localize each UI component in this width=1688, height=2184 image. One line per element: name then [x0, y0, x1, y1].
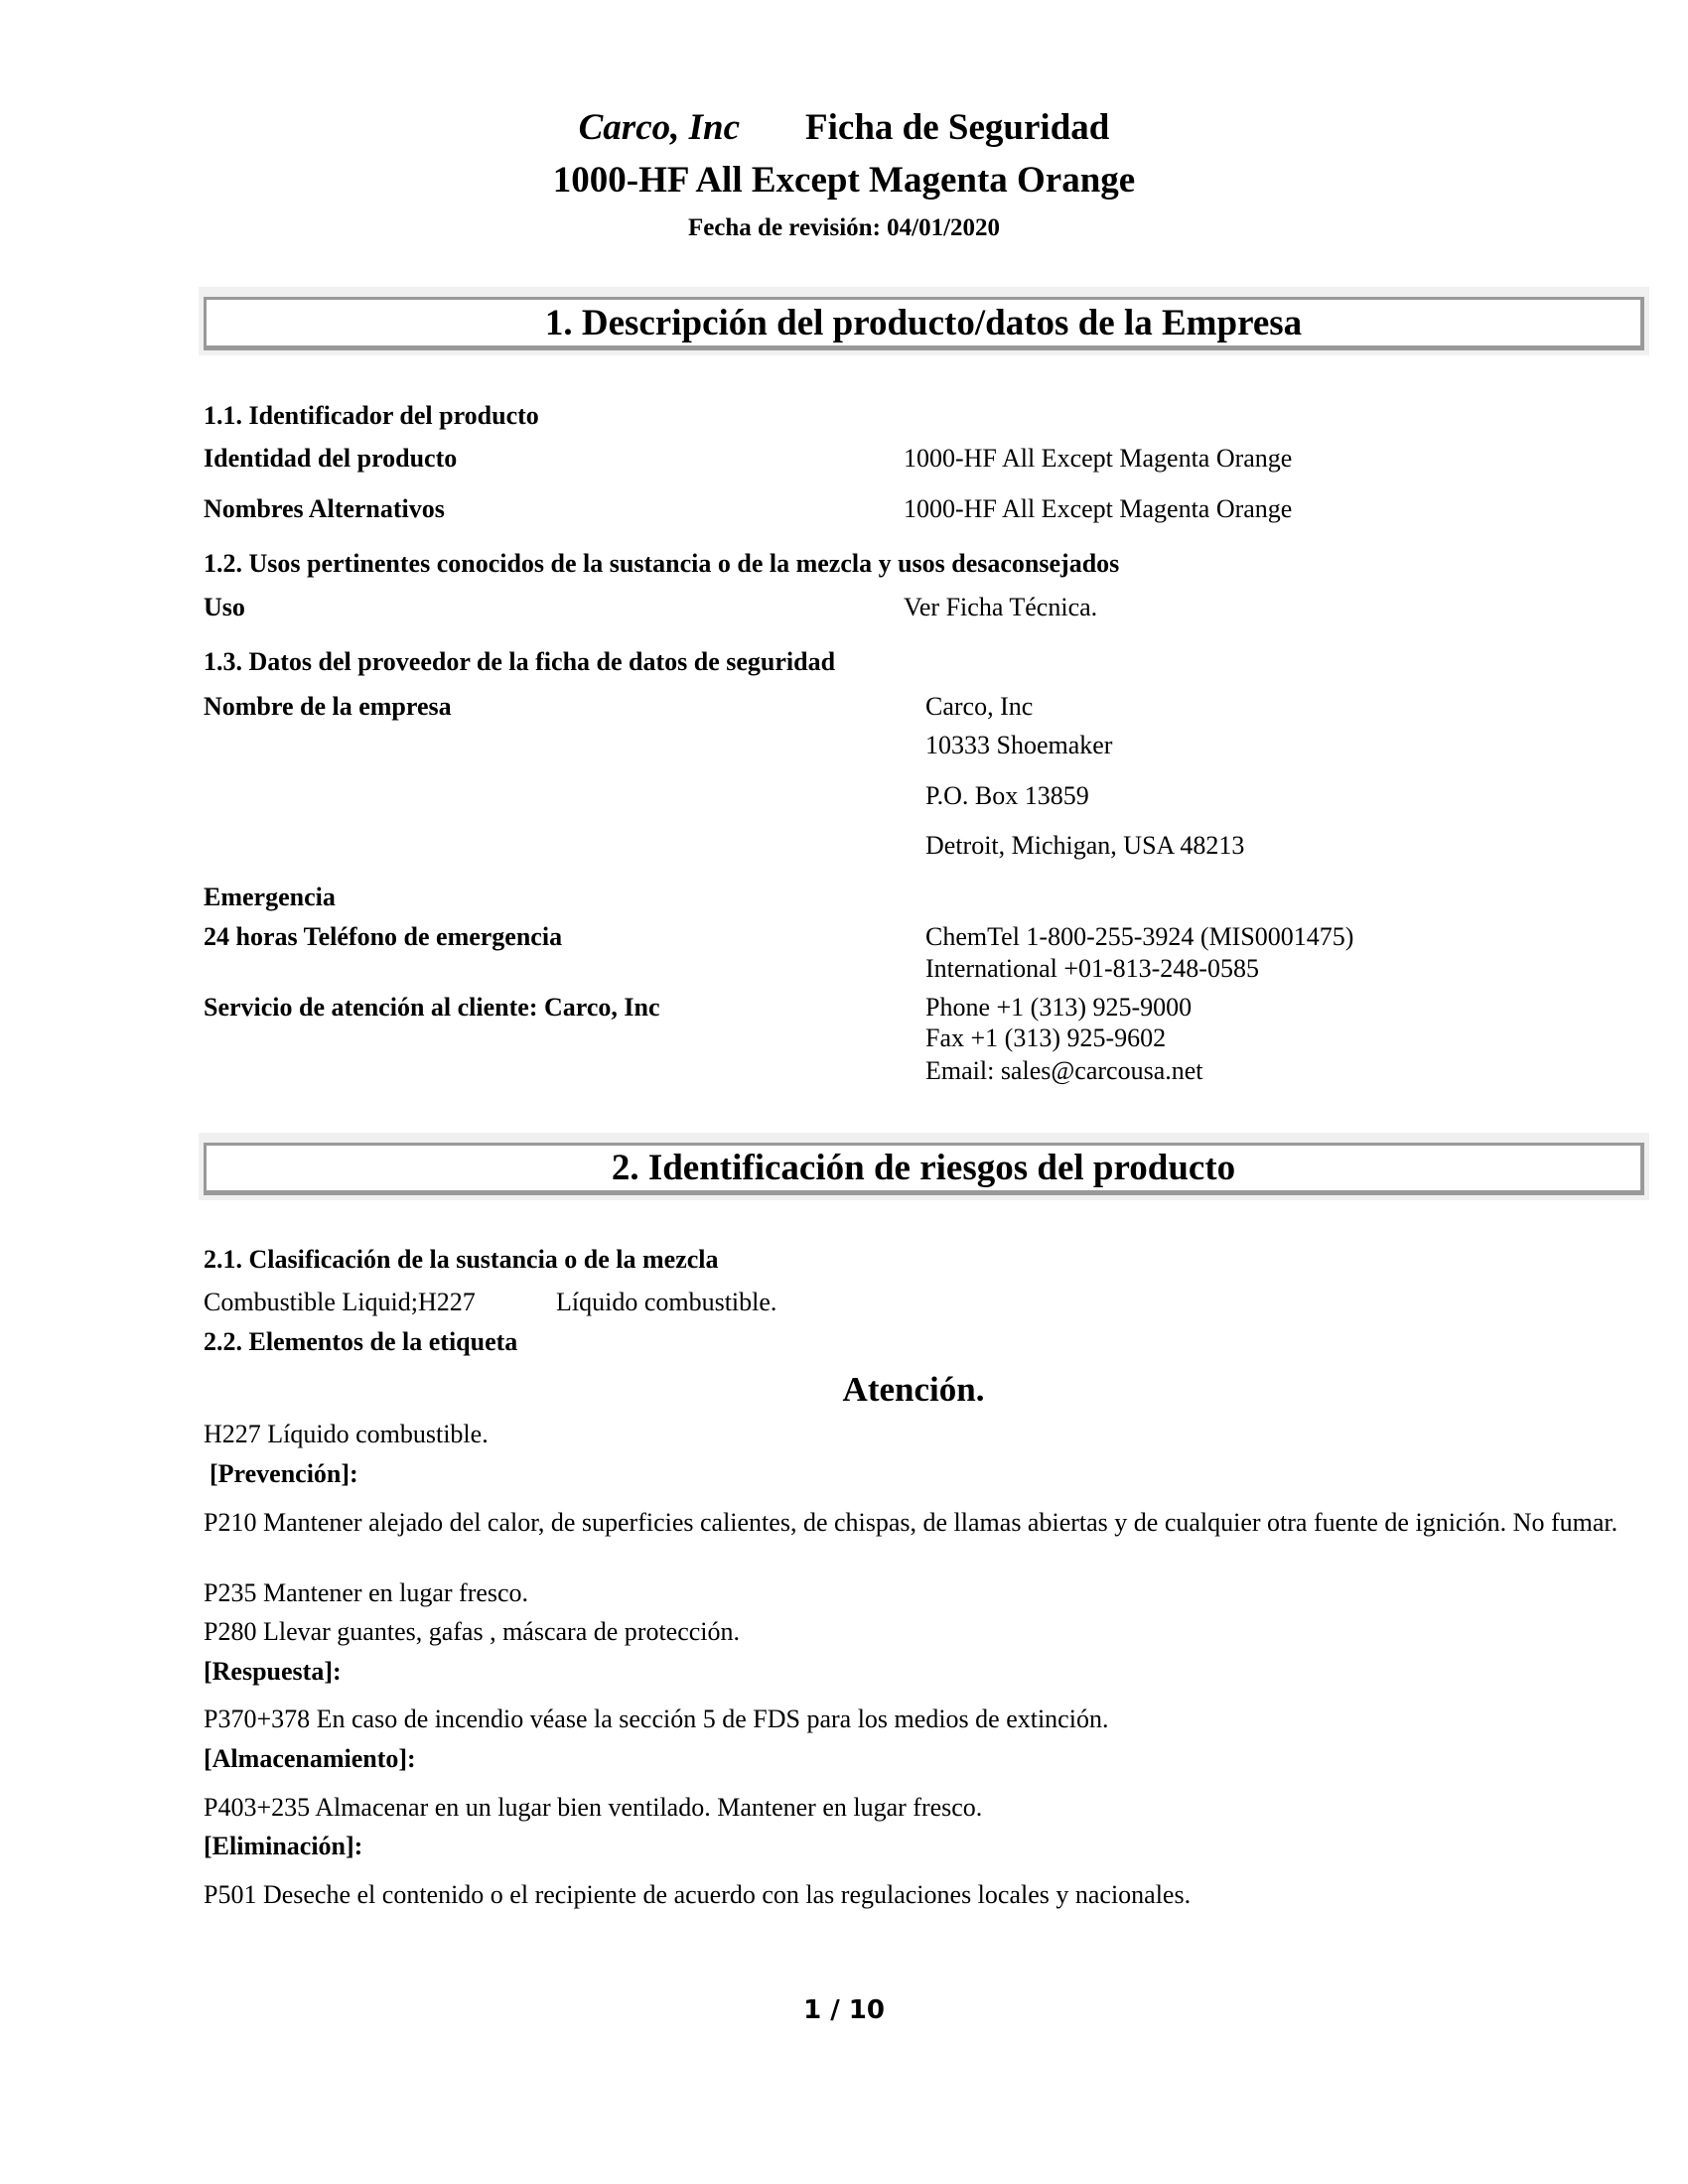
classification-text: Líquido combustible. — [556, 1288, 777, 1316]
document-type: Ficha de Seguridad — [805, 107, 1110, 148]
company-line: P.O. Box 13859 — [925, 781, 1089, 810]
precaution-statement: P501 Deseche el contenido o el recipiente de acuerdo con las regulaciones locales y nacionales. — [204, 1880, 1192, 1909]
subsection-1-3-heading: 1.3. Datos del proveedor de la ficha de datos de seguridad — [204, 647, 836, 676]
response-heading: [Respuesta]: — [204, 1657, 342, 1686]
precaution-statement: P235 Mantener en lugar fresco. — [204, 1578, 529, 1607]
section-1-title: 1. Descripción del producto/datos de la Empresa — [544, 302, 1303, 343]
revision-date: Fecha de revisión: 04/01/2020 — [687, 214, 1001, 241]
section-2-title: 2. Identificación de riesgos del producto — [611, 1148, 1236, 1188]
precaution-statement: P370+378 En caso de incendio véase la sección 5 de FDS para los medios de extinción. — [204, 1705, 1109, 1733]
emergency-line: ChemTel 1-800-255-3924 (MIS0001475) — [925, 922, 1354, 951]
classification-code: Combustible Liquid;H227 — [204, 1288, 476, 1316]
emergency-heading: Emergencia — [204, 883, 336, 911]
use-value: Ver Ficha Técnica. — [904, 593, 1098, 621]
company-label: Nombre de la empresa — [204, 692, 452, 721]
customer-line: Fax +1 (313) 925-9602 — [925, 1024, 1167, 1052]
precaution-statement: P280 Llevar guantes, gafas , máscara de protección. — [204, 1617, 741, 1646]
identity-label: Identidad del producto — [204, 444, 458, 473]
hazard-statement: H227 Líquido combustible. — [204, 1420, 489, 1448]
emergency-line: International +01-813-248-0585 — [925, 954, 1259, 983]
section-1-header-box — [199, 287, 1649, 355]
subsection-1-1-heading: 1.1. Identificador del producto — [204, 401, 539, 430]
customer-service-label: Servicio de atención al cliente: Carco, Inc — [204, 993, 660, 1022]
subsection-2-2-heading: 2.2. Elementos de la etiqueta — [204, 1327, 518, 1356]
signal-word: Atención. — [842, 1370, 985, 1409]
alt-names-value: 1000-HF All Except Magenta Orange — [904, 494, 1293, 523]
precaution-statement: P210 Mantener alejado del calor, de superficies calientes, de chispas, de llamas abiertas y de cualquier otra fuente de ignición. No fumar. — [204, 1508, 1618, 1537]
company-line: Detroit, Michigan, USA 48213 — [925, 831, 1245, 860]
page-number: 1 / 10 — [803, 1995, 885, 2025]
disposal-heading: [Eliminación]: — [204, 1832, 363, 1860]
section-2-header-box — [199, 1133, 1649, 1200]
storage-heading: [Almacenamiento]: — [204, 1744, 416, 1773]
emergency-phone-label: 24 horas Teléfono de emergencia — [204, 922, 563, 951]
company-name: Carco, Inc — [578, 107, 741, 148]
use-label: Uso — [204, 593, 245, 621]
identity-value: 1000-HF All Except Magenta Orange — [904, 444, 1293, 473]
company-line: 10333 Shoemaker — [925, 731, 1113, 759]
customer-line: Phone +1 (313) 925-9000 — [925, 993, 1193, 1022]
precaution-statement: P403+235 Almacenar en un lugar bien ventilado. Mantener en lugar fresco. — [204, 1793, 983, 1822]
product-title: 1000-HF All Except Magenta Orange — [552, 160, 1136, 201]
prevention-heading: [Prevención]: — [210, 1459, 358, 1488]
document-header-line1 — [0, 109, 1688, 146]
subsection-2-1-heading: 2.1. Clasificación de la sustancia o de la mezcla — [204, 1245, 719, 1274]
subsection-1-2-heading: 1.2. Usos pertinentes conocidos de la sustancia o de la mezcla y usos desaconsejados — [204, 549, 1120, 578]
alt-names-label: Nombres Alternativos — [204, 494, 445, 523]
customer-line: Email: sales@carcousa.net — [925, 1056, 1203, 1085]
company-line: Carco, Inc — [925, 692, 1034, 721]
